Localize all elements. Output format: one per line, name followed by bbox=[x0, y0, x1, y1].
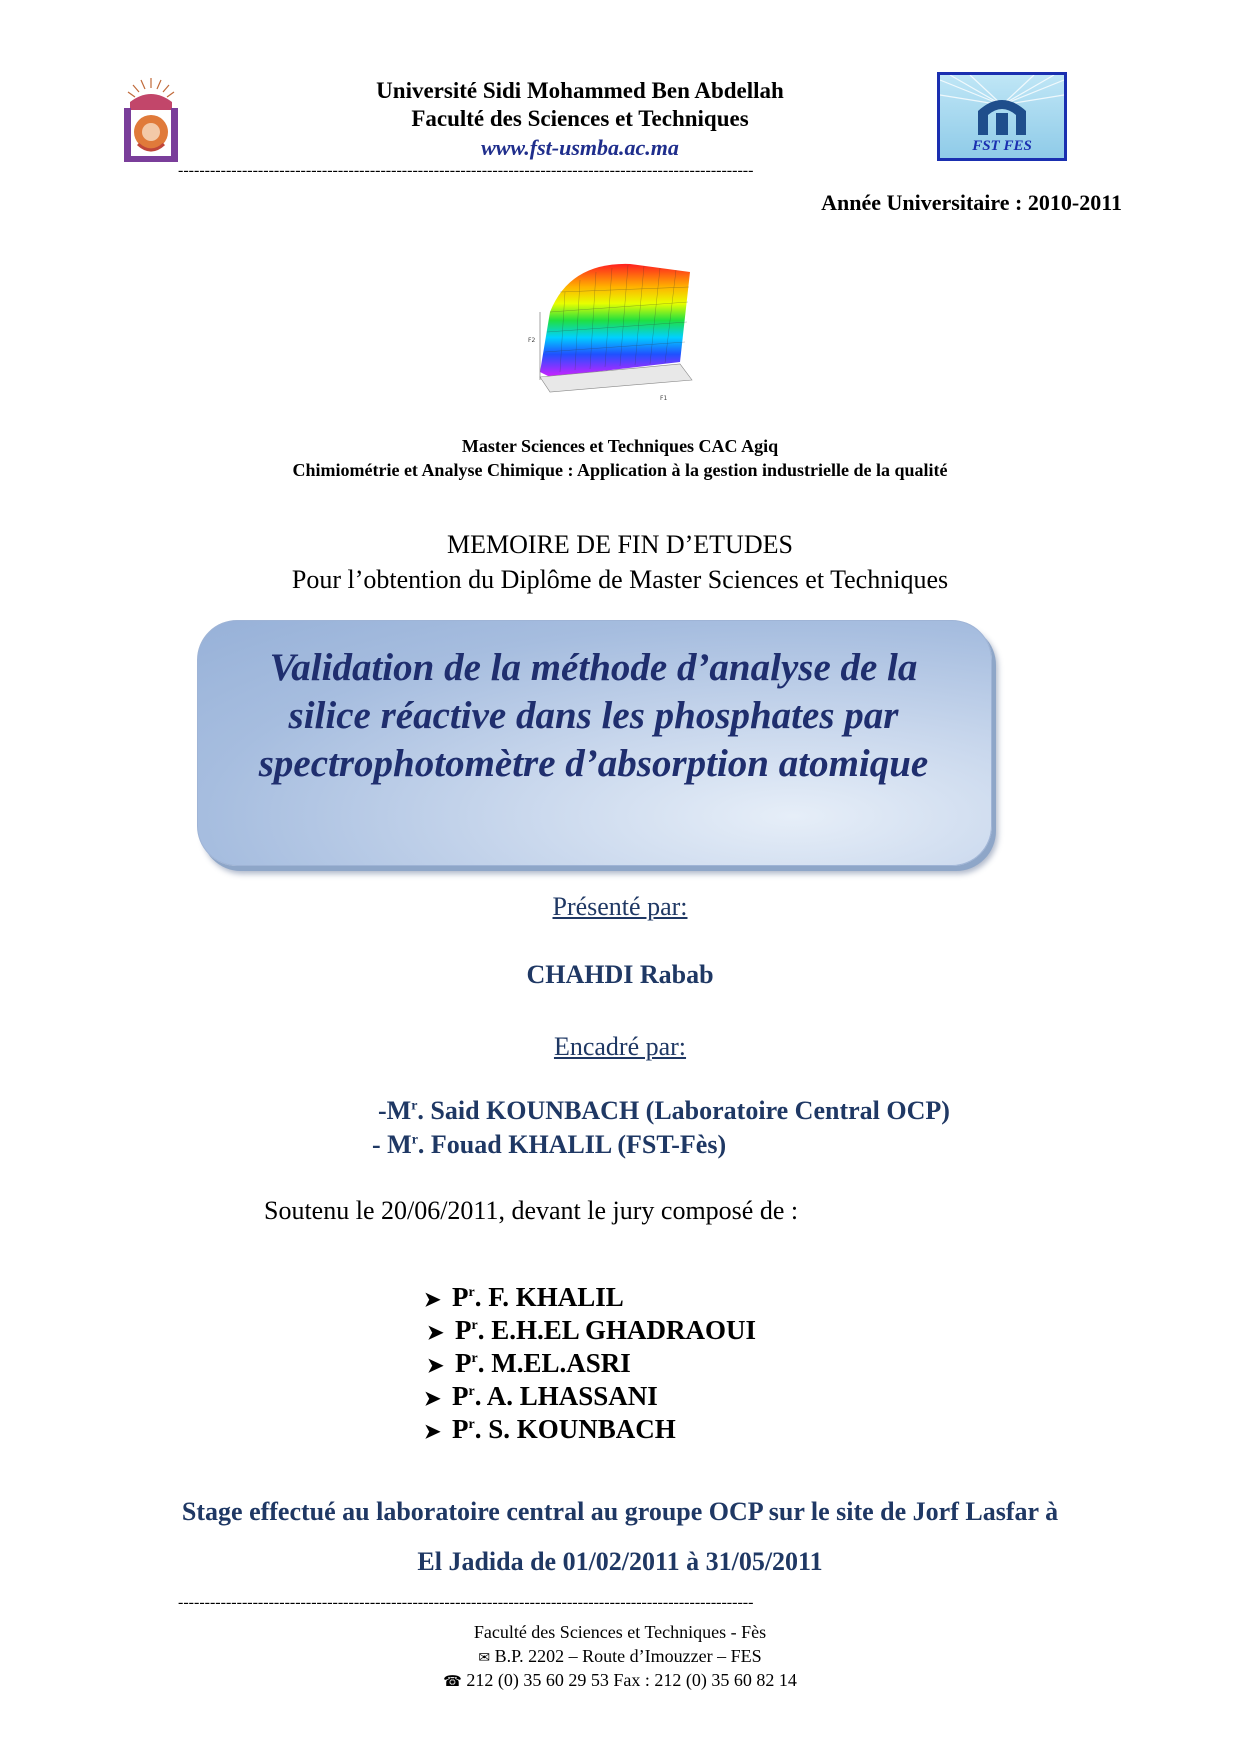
thesis-title-line-1: Validation de la méthode d’analyse de la bbox=[269, 646, 918, 689]
svg-text:F1: F1 bbox=[660, 395, 668, 402]
footer-phone: ☎ 212 (0) 35 60 29 53 Fax : 212 (0) 35 60 82 14 bbox=[443, 1670, 797, 1690]
arrow-bullet-icon: ➤ bbox=[427, 1322, 444, 1344]
author-name: CHAHDI Rabab bbox=[526, 960, 714, 989]
svg-text:F2: F2 bbox=[528, 337, 536, 344]
jury-member: ➤ $P^r$. A. LHASSANI bbox=[424, 1379, 658, 1416]
master-specialty: Chimiométrie et Analyse Chimique : Application à la gestion industrielle de la qualité bbox=[292, 460, 948, 480]
university-emblem-logo bbox=[116, 74, 186, 166]
fst-fes-logo bbox=[937, 72, 1067, 161]
supervisor-2-sup: r bbox=[411, 1132, 418, 1148]
presented-by-label: Présenté par: bbox=[552, 892, 688, 921]
footer-separator: ------------------------------------------------------------------------------------------------------------ bbox=[178, 1594, 754, 1611]
thesis-purpose: Pour l’obtention du Diplôme de Master Sciences et Techniques bbox=[291, 565, 949, 594]
arrow-bullet-icon: ➤ bbox=[424, 1421, 441, 1443]
thesis-type: MEMOIRE DE FIN D’ETUDES bbox=[447, 530, 793, 559]
header-separator: ------------------------------------------------------------------------------------------------------------ bbox=[178, 162, 754, 179]
supervisor-1-sup: r bbox=[411, 1098, 418, 1114]
supervisor-1-prefix: -M bbox=[378, 1096, 412, 1125]
fst-fes-logo-text: FST FES bbox=[972, 138, 1032, 154]
mailbox-icon: ✉ bbox=[478, 1651, 491, 1666]
internship-line-1: Stage effectué au laboratoire central au groupe OCP sur le site de Jorf Lasfar à bbox=[181, 1497, 1059, 1526]
defense-statement: Soutenu le 20/06/2011, devant le jury composé de : bbox=[264, 1196, 799, 1225]
jury-member: ➤ $P^r$. F. KHALIL bbox=[424, 1280, 624, 1317]
jury-member: ➤ $P^r$. S. KOUNBACH bbox=[424, 1412, 676, 1449]
footer-address: ✉ B.P. 2202 – Route d’Imouzzer – FES bbox=[478, 1646, 762, 1666]
supervisor-2 bbox=[372, 1130, 726, 1160]
academic-year: Année Universitaire : 2010-2011 bbox=[821, 190, 1122, 215]
thesis-title-line-2: silice réactive dans les phosphates par bbox=[288, 694, 899, 737]
supervised-by-label: Encadré par: bbox=[553, 1032, 687, 1061]
footer-faculty: Faculté des Sciences et Techniques - Fès bbox=[473, 1622, 767, 1642]
arrow-bullet-icon: ➤ bbox=[424, 1289, 441, 1311]
supervisor-2-prefix: - M bbox=[372, 1130, 412, 1159]
internship-line-2: El Jadida de 01/02/2011 à 31/05/2011 bbox=[417, 1547, 823, 1576]
surface-plot-illustration bbox=[520, 252, 720, 402]
arrow-bullet-icon: ➤ bbox=[424, 1388, 441, 1410]
supervisor-1 bbox=[378, 1096, 950, 1126]
jury-member: ➤ $P^r$. M.EL.ASRI bbox=[427, 1346, 631, 1383]
thesis-title-line-3: spectrophotomètre d’absorption atomique bbox=[258, 742, 929, 785]
faculty-name: Faculté des Sciences et Techniques bbox=[411, 106, 749, 131]
university-name: Université Sidi Mohammed Ben Abdellah bbox=[376, 78, 784, 103]
jury-member: ➤ $P^r$. E.H.EL GHADRAOUI bbox=[427, 1313, 756, 1350]
supervisor-1-name: . Said KOUNBACH (Laboratoire Central OCP) bbox=[417, 1096, 950, 1125]
faculty-website-link[interactable]: www.fst-usmba.ac.ma bbox=[481, 135, 679, 160]
arrow-bullet-icon: ➤ bbox=[427, 1355, 444, 1377]
master-program: Master Sciences et Techniques CAC Agiq bbox=[461, 436, 779, 456]
phone-icon: ☎ bbox=[443, 1674, 462, 1690]
supervisor-2-name: . Fouad KHALIL (FST-Fès) bbox=[417, 1130, 727, 1159]
